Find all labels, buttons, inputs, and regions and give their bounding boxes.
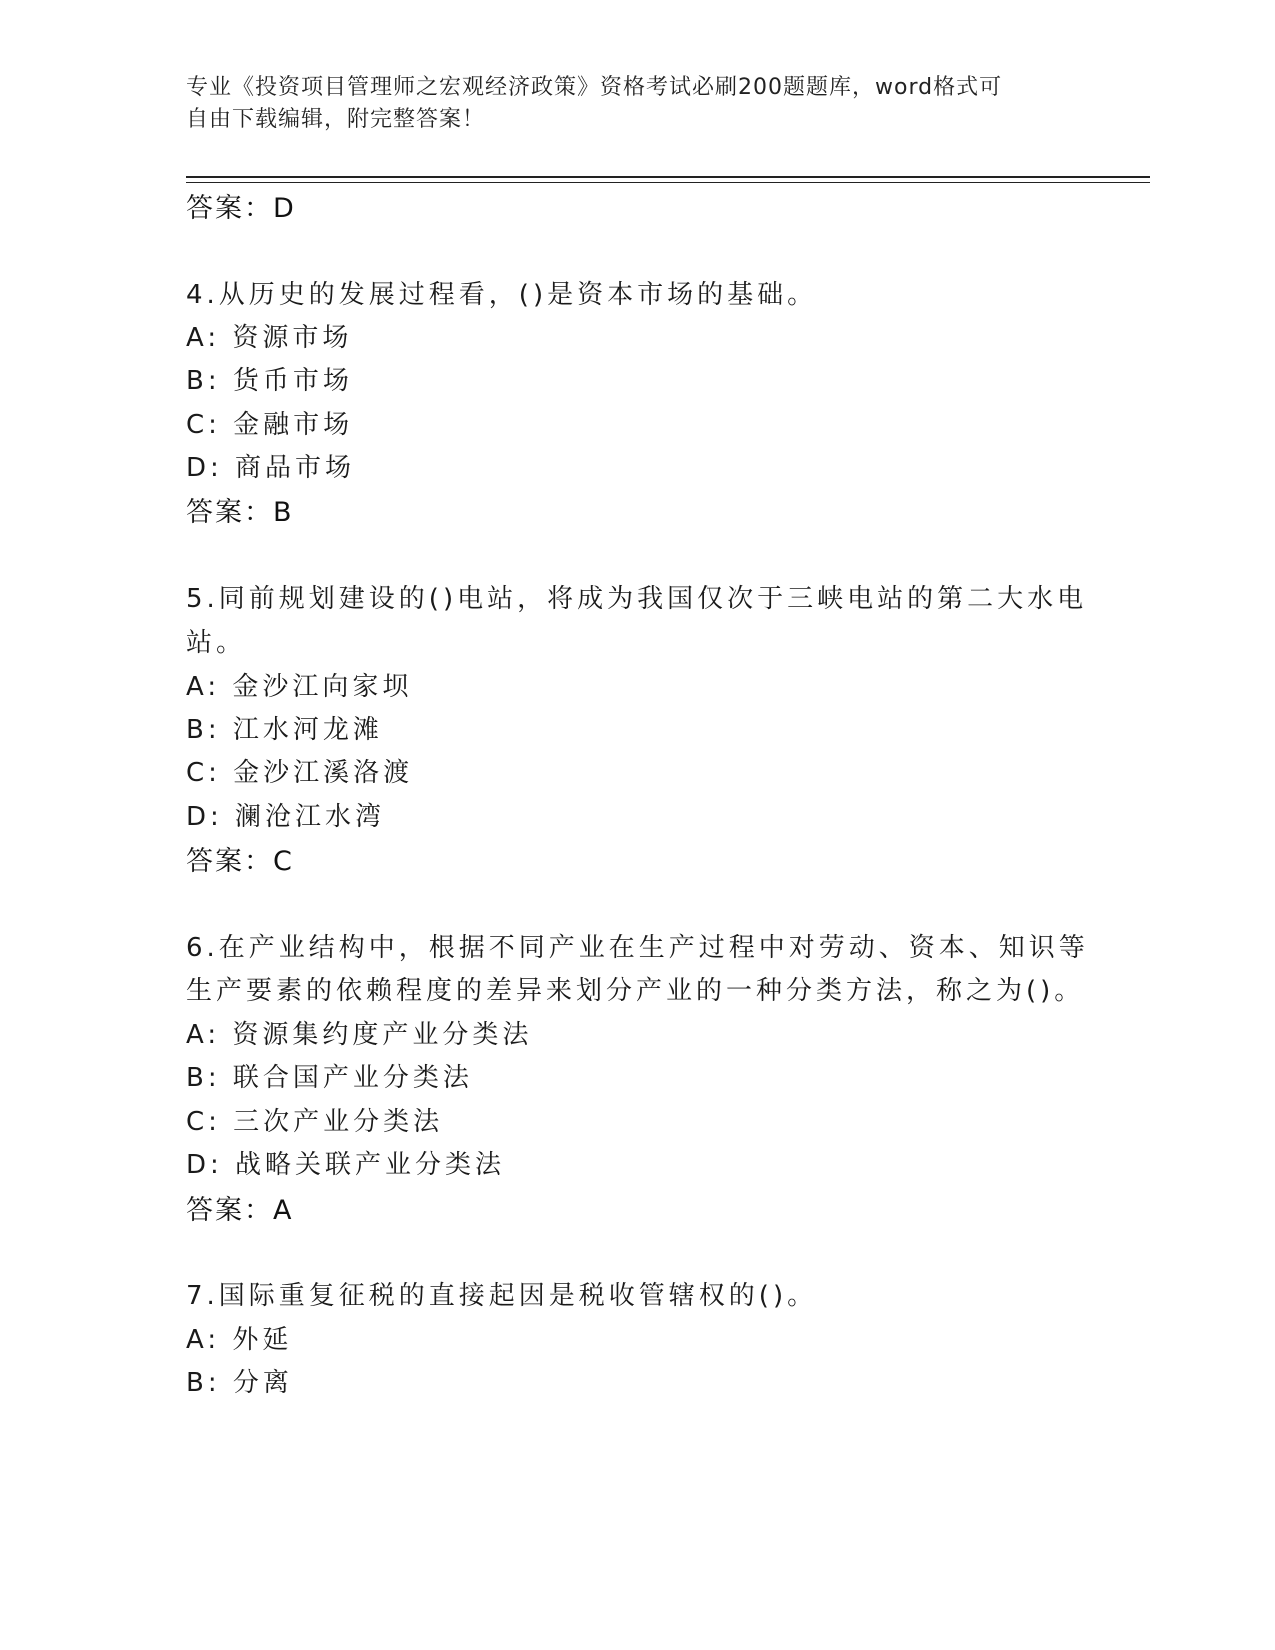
question-7-option-a: A: 外延 — [186, 1325, 293, 1355]
question-6-stem-line-1: 6.在产业结构中，根据不同产业在生产过程中对劳动、资本、知识等 — [186, 933, 1089, 963]
question-4-option-c: C: 金融市场 — [186, 410, 354, 440]
question-5-answer: 答案：C — [186, 846, 294, 877]
question-4-option-a: A: 资源市场 — [186, 323, 353, 353]
question-7-option-b: B: 分离 — [186, 1368, 293, 1398]
header-divider-thin — [186, 182, 1150, 183]
question-6-option-d: D: 战略关联产业分类法 — [186, 1150, 506, 1180]
question-4-stem: 4.从历史的发展过程看，()是资本市场的基础。 — [186, 280, 818, 310]
question-6-option-c: C: 三次产业分类法 — [186, 1107, 444, 1137]
question-6-option-a: A: 资源集约度产业分类法 — [186, 1020, 533, 1050]
question-5-option-b: B: 江水河龙滩 — [186, 715, 383, 745]
question-6-option-b: B: 联合国产业分类法 — [186, 1063, 473, 1093]
question-6-answer: 答案：A — [186, 1195, 294, 1226]
answer-previous: 答案：D — [186, 193, 296, 224]
question-5-stem-line-1: 5.同前规划建设的()电站，将成为我国仅次于三峡电站的第二大水电 — [186, 584, 1088, 614]
question-5-option-c: C: 金沙江溪洛渡 — [186, 758, 414, 788]
header-line-1: 专业《投资项目管理师之宏观经济政策》资格考试必刷200题题库，word格式可 — [186, 75, 1003, 100]
question-5-option-d: D: 澜沧江水湾 — [186, 802, 386, 832]
question-4-option-d: D: 商品市场 — [186, 453, 356, 483]
question-6-stem-line-2: 生产要素的依赖程度的差异来划分产业的一种分类方法，称之为()。 — [186, 976, 1085, 1006]
question-7-stem: 7.国际重复征税的直接起因是税收管辖权的()。 — [186, 1281, 818, 1311]
question-5-stem-line-2: 站。 — [186, 628, 247, 658]
question-5-option-a: A: 金沙江向家坝 — [186, 672, 413, 702]
document-header — [186, 72, 1066, 136]
header-line-2: 自由下载编辑，附完整答案！ — [186, 107, 486, 132]
question-4-answer: 答案：B — [186, 497, 294, 528]
header-divider-thick — [186, 176, 1150, 178]
question-4-option-b: B: 货币市场 — [186, 366, 353, 396]
